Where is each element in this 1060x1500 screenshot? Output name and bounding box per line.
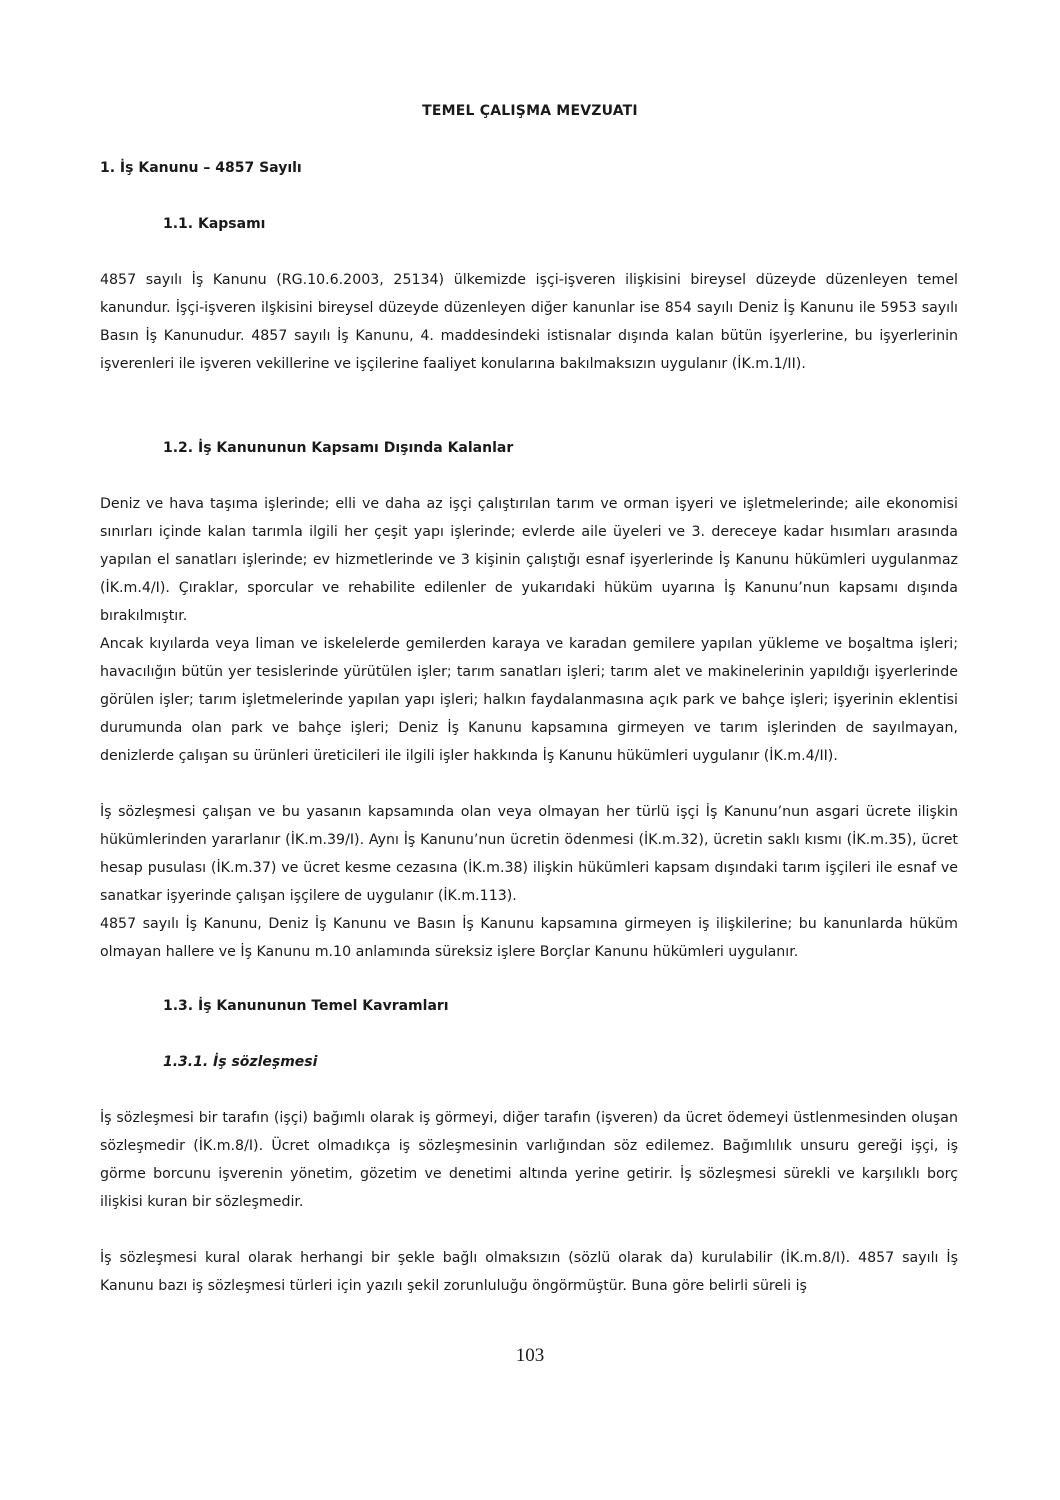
section-1-3-1-paragraph-2: İş sözleşmesi kural olarak herhangi bir şekle bağlı olmaksızın (sözlü olarak da) kurulabilir (İK.m.8/I). 4857 sayılı İş Kanunu bazı iş sözleşmesi türleri için yazılı şekil zorunluluğu öngörmüştür. Buna göre belirli süreli iş bbox=[100, 1250, 958, 1294]
section-1-1-heading: 1.1. Kapsamı bbox=[163, 216, 266, 232]
section-1-2-paragraph-4: 4857 sayılı İş Kanunu, Deniz İş Kanunu ve Basın İş Kanunu kapsamına girmeyen iş ilişkilerine; bu kanunlarda hüküm olmayan hallere ve İş Kanunu m.10 anlamında süreksiz işlere Borçlar Kanunu hükümleri uygulanır. bbox=[100, 916, 958, 960]
page-number: 103 bbox=[515, 1345, 545, 1366]
section-1-2-heading: 1.2. İş Kanununun Kapsamı Dışında Kalanlar bbox=[163, 440, 514, 456]
section-1-2-paragraph-2: Ancak kıyılarda veya liman ve iskelelerde gemilerden karaya ve karadan gemilere yapılan yükleme ve boşaltma işleri; havacılığın bütün yer tesislerinde yürütülen işler; tarım sanatları işleri; tarım alet ve makinelerinin yapıldığı işyerlerinde görülen işler; tarım işletmelerinde yapılan yapı işleri; halkın faydalanmasına açık park ve bahçe işleri; işyerinin eklentisi durumunda olan park ve bahçe işleri; Deniz İş Kanunu kapsamına girmeyen ve tarım işlerinden de sayılmayan, denizlerde çalışan su ürünleri üreticileri ile ilgili işler hakkında İş Kanunu hükümleri uygulanır (İK.m.4/II). bbox=[100, 636, 958, 764]
section-1-2-paragraph-1: Deniz ve hava taşıma işlerinde; elli ve daha az işçi çalıştırılan tarım ve orman işyeri ve işletmelerinde; aile ekonomisi sınırları içinde kalan tarımla ilgili her çeşit yapı işlerinde; evlerde aile üyeleri ve 3. dereceye kadar hısımları arasında yapılan el sanatları işlerinde; ev hizmetlerinde ve 3 kişinin çalıştığı esnaf işyerlerinde İş Kanunu hükümleri uygulanmaz (İK.m.4/I). Çıraklar, sporcular ve rehabilite edilenler de yukarıdaki hüküm uyarına İş Kanunu’nun kapsamı dışında bırakılmıştır. bbox=[100, 496, 958, 624]
section-1-2-paragraph-3: İş sözleşmesi çalışan ve bu yasanın kapsamında olan veya olmayan her türlü işçi İş Kanunu’nun asgari ücrete ilişkin hükümlerinden yararlanır (İK.m.39/I). Aynı İş Kanunu’nun ücretin ödenmesi (İK.m.32), ücretin saklı kısmı (İK.m.35), ücret hesap pusulası (İK.m.37) ve ücret kesme cezasına (İK.m.38) ilişkin hükümleri kapsam dışındaki tarım işçileri ile esnaf ve sanatkar işyerinde çalışan işçilere de uygulanır (İK.m.113). bbox=[100, 804, 958, 904]
section-1-3-1-heading: 1.3.1. İş sözleşmesi bbox=[163, 1054, 318, 1070]
section-1-1-paragraph: 4857 sayılı İş Kanunu (RG.10.6.2003, 25134) ülkemizde işçi-işveren ilişkisini bireysel düzeyde düzenleyen temel kanundur. İşçi-işveren ilşkisini bireysel düzeyde düzenleyen diğer kanunlar ise 854 sayılı Deniz İş Kanunu ile 5953 sayılı Basın İş Kanunudur. 4857 sayılı İş Kanunu, 4. maddesindeki istisnalar dışında kalan bütün işyerlerine, bu işyerlerinin işverenleri ile işveren vekillerine ve işçilerine faaliyet konularına bakılmaksızın uygulanır (İK.m.1/II). bbox=[100, 272, 958, 372]
section-1-3-heading: 1.3. İş Kanununun Temel Kavramları bbox=[163, 998, 449, 1014]
section-1-3-1-paragraph-1: İş sözleşmesi bir tarafın (işçi) bağımlı olarak iş görmeyi, diğer tarafın (işveren) da ücret ödemeyi üstlenmesinden oluşan sözleşmedir (İK.m.8/I). Ücret olmadıkça iş sözleşmesinin varlığından söz edilemez. Bağımlılık unsuru gereği işçi, iş görme borcunu işverenin yönetim, gözetim ve denetimi altında yerine getirir. İş sözleşmesi sürekli ve karşılıklı borç ilişkisi kuran bir sözleşmedir. bbox=[100, 1110, 958, 1210]
section-1-heading: 1. İş Kanunu – 4857 Sayılı bbox=[100, 160, 302, 176]
document-title: TEMEL ÇALIŞMA MEVZUATI bbox=[422, 103, 638, 119]
